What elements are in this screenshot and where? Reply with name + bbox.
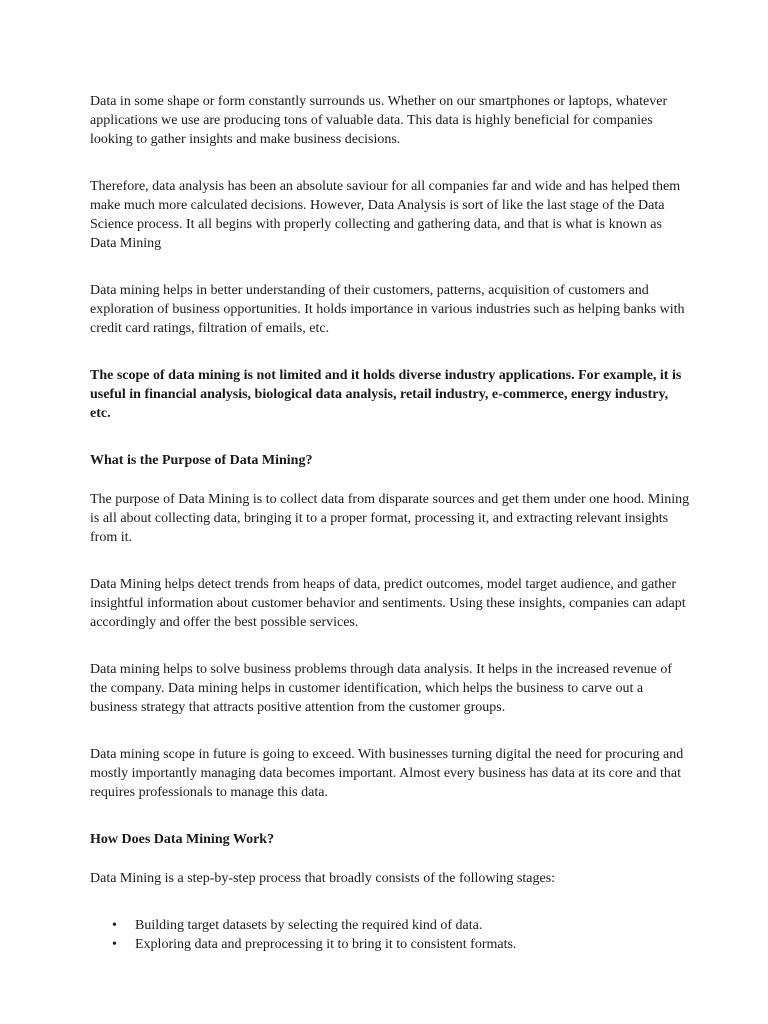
paragraph-purpose: The purpose of Data Mining is to collect data from disparate sources and get them under one hood. Mining is all about collecting data, bringing it to a proper format, processing it, and extracting relevant insights from it.: [90, 492, 690, 545]
paragraph-future-scope: Data mining scope in future is going to exceed. With businesses turning digital the need for procuring and mostly importantly managing data becomes important. Almost every business has data at its core and that requires professionals to manage this data.: [90, 747, 684, 800]
document-page: [90, 92, 690, 954]
list-item-text: Building target datasets by selecting the required kind of data.: [135, 918, 483, 933]
list-item: [90, 916, 690, 935]
paragraph-business-problems: Data mining helps to solve business problems through data analysis. It helps in the increased revenue of the company. Data mining helps in customer identification, which helps the business to carve out a business strategy that attracts positive attention from the customer groups.: [90, 662, 673, 715]
list-item-text: Exploring data and preprocessing it to bring it to consistent formats.: [135, 937, 517, 952]
list-item: [90, 935, 690, 954]
paragraph-trends: Data Mining helps detect trends from heaps of data, predict outcomes, model target audience, and gather insightful information about customer behavior and sentiments. Using these insights, companies can adapt accordingly and offer the best possible services.: [90, 577, 686, 630]
paragraph-stages-intro: Data Mining is a step-by-step process that broadly consists of the following stages:: [90, 871, 556, 886]
heading-purpose: What is the Purpose of Data Mining?: [90, 453, 313, 468]
paragraph-intro: Data in some shape or form constantly surrounds us. Whether on our smartphones or laptops, whatever applications we use are producing tons of valuable data. This data is highly beneficial for companies looking to gather insights and make business decisions.: [90, 94, 668, 147]
bullet-icon: •: [112, 937, 117, 952]
paragraph-data-analysis: Therefore, data analysis has been an absolute saviour for all companies far and wide and has helped them make much more calculated decisions. However, Data Analysis is sort of like the last stage of the Data Science process. It all begins with properly collecting and gathering data, and that is what is known as Data Mining: [90, 179, 681, 251]
stages-list: [90, 916, 690, 954]
heading-how-it-works: How Does Data Mining Work?: [90, 832, 275, 847]
paragraph-data-mining-helps: Data mining helps in better understanding of their customers, patterns, acquisition of customers and exploration of business opportunities. It holds importance in various industries such as helping banks with credit card ratings, filtration of emails, etc.: [90, 283, 685, 336]
bullet-icon: •: [112, 918, 117, 933]
paragraph-scope-bold: The scope of data mining is not limited and it holds diverse industry applications. For example, it is useful in financial analysis, biological data analysis, retail industry, e-commerce, energy industry, etc.: [90, 368, 682, 421]
